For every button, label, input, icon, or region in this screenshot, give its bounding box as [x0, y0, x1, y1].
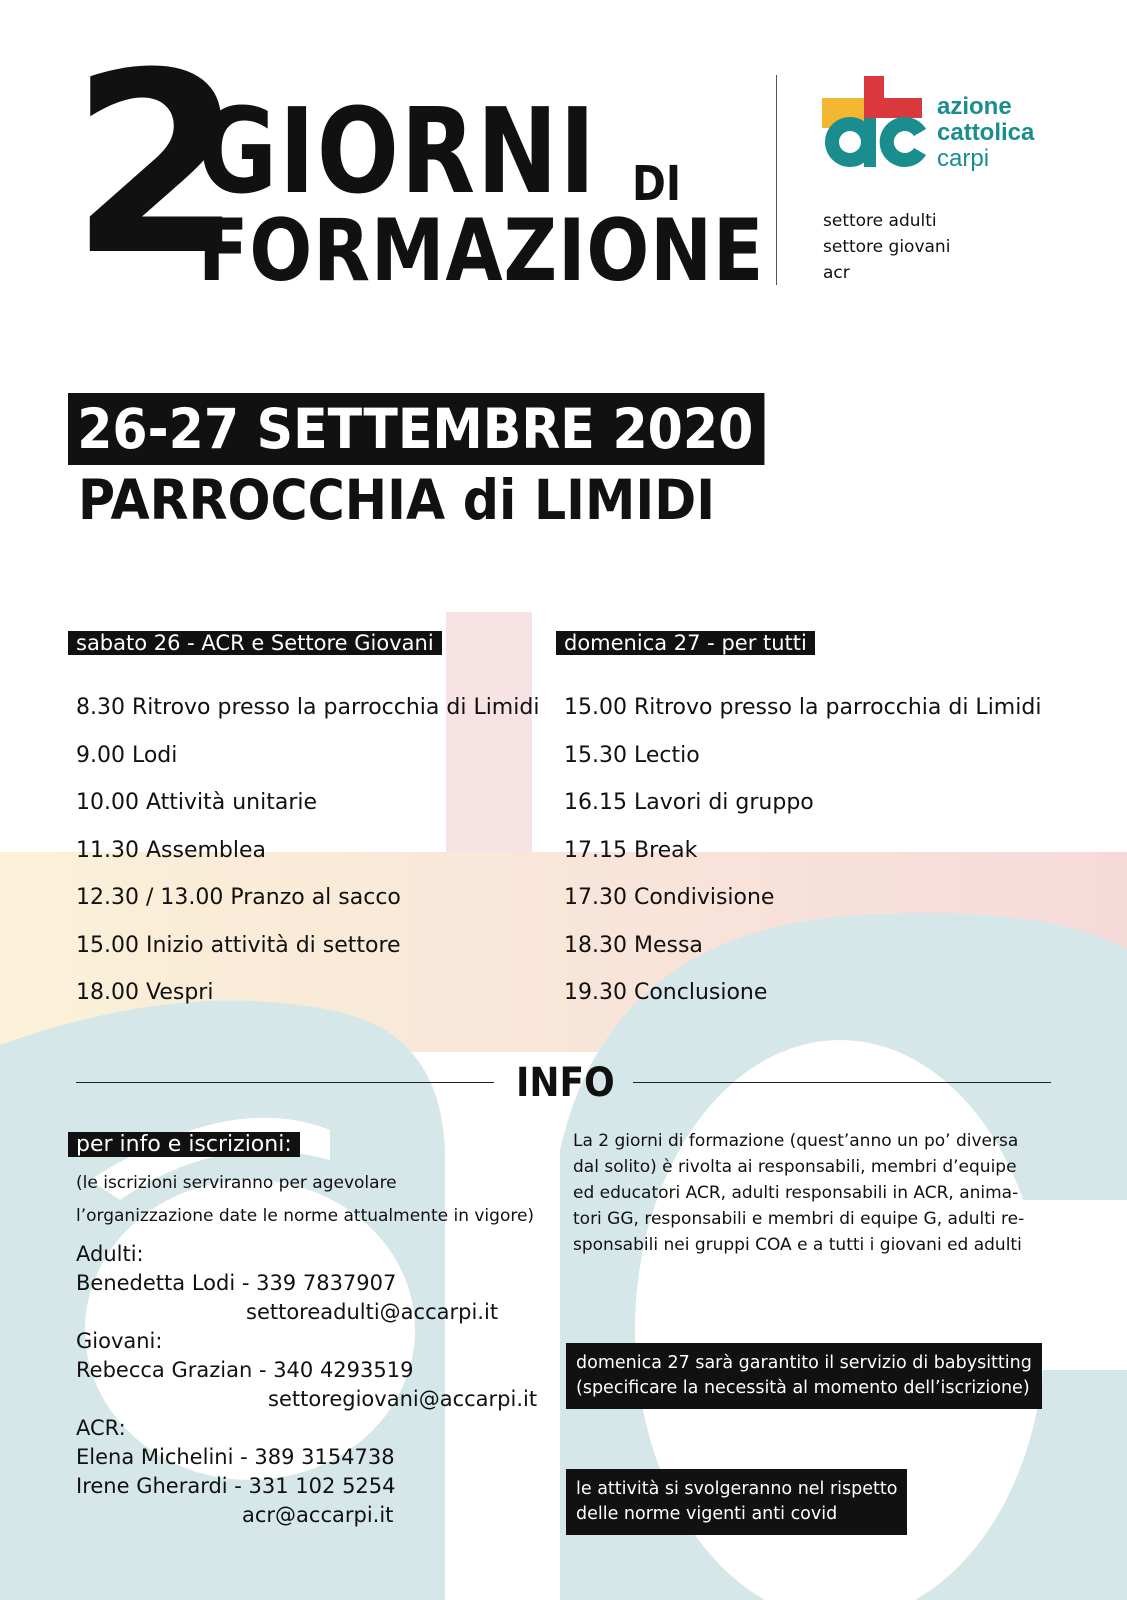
- event-place: PARROCCHIA di LIMIDI: [78, 468, 716, 532]
- schedule-item: 17.15 Break: [564, 837, 698, 863]
- logo-line-cattolica: cattolica: [937, 119, 1035, 146]
- schedule-item: 15.30 Lectio: [564, 742, 700, 768]
- schedule-item: 10.00 Attività unitarie: [76, 790, 318, 815]
- info-divider-right: [633, 1082, 1051, 1083]
- schedule-item: 17.30 Condivisione: [564, 885, 775, 910]
- sectors-list: [823, 208, 950, 286]
- saturday-header: [68, 627, 442, 659]
- covid-notice: [566, 1469, 907, 1535]
- description-line: sponsabili nei gruppi COA e a tutti i giovani ed adulti: [573, 1235, 1022, 1255]
- schedule-item: 15.00 Inizio attività di settore: [76, 932, 401, 958]
- babysitting-notice: [566, 1343, 1042, 1409]
- adulti-email-link[interactable]: settoreadulti@accarpi.it: [246, 1300, 499, 1324]
- sector-item: acr: [823, 263, 850, 283]
- sunday-header: [556, 627, 815, 659]
- notice-line: (specificare la necessità al momento dell’iscrizione): [576, 1378, 1030, 1398]
- note-line: (le iscrizioni serviranno per agevolare: [76, 1173, 397, 1193]
- info-divider-left: [76, 1082, 494, 1083]
- iscrizioni-note: [76, 1167, 534, 1233]
- giovani-contact: Rebecca Grazian - 340 4293519: [76, 1358, 414, 1382]
- schedule-item: 18.30 Messa: [564, 932, 703, 958]
- logo-line-azione: azione: [937, 93, 1012, 120]
- schedule-item: 11.30 Assemblea: [76, 837, 267, 863]
- contacts-block: [76, 1240, 537, 1530]
- logo-line-carpi: carpi: [937, 145, 990, 172]
- adulti-contact: Benedetta Lodi - 339 7837907: [76, 1271, 397, 1295]
- sunday-title: domenica 27 - per tutti: [556, 631, 815, 655]
- iscrizioni-header: [68, 1128, 300, 1162]
- schedule-item: 8.30 Ritrovo presso la parrocchia di Limidi: [76, 695, 540, 720]
- description-line: dal solito) è rivolta ai responsabili, membri d’equipe: [573, 1157, 1017, 1177]
- title-di: DI: [632, 156, 682, 212]
- description-line: tori GG, responsabili e membri di equipe G, adulti re-: [573, 1209, 1025, 1229]
- adulti-label: Adulti:: [76, 1242, 144, 1266]
- schedule-item: 16.15 Lavori di gruppo: [564, 790, 814, 815]
- acr-contact: Irene Gherardi - 331 102 5254: [76, 1474, 396, 1498]
- schedule-item: 18.00 Vespri: [76, 980, 214, 1005]
- title-number: 2: [70, 19, 236, 310]
- note-line: l’organizzazione date le norme attualmente in vigore): [76, 1206, 535, 1226]
- acr-label: ACR:: [76, 1416, 126, 1440]
- info-title: INFO: [516, 1060, 615, 1106]
- saturday-title: sabato 26 - ACR e Settore Giovani: [68, 631, 442, 655]
- title-giorni: GIORNI: [198, 82, 598, 220]
- title-formazione: FORMAZIONE: [198, 201, 765, 301]
- schedule-item: 19.30 Conclusione: [564, 980, 768, 1005]
- notice-line: le attività si svolgeranno nel rispetto: [576, 1479, 898, 1499]
- giovani-email-link[interactable]: settoregiovani@accarpi.it: [268, 1387, 538, 1411]
- sector-item: settore giovani: [823, 237, 951, 257]
- notice-line: delle norme vigenti anti covid: [576, 1504, 838, 1524]
- logo-wordmark: [937, 94, 1034, 172]
- acr-contact: Elena Michelini - 389 3154738: [76, 1445, 395, 1469]
- description-line: ed educatori ACR, adulti responsabili in ACR, anima-: [573, 1183, 1019, 1203]
- saturday-schedule: [76, 684, 539, 1017]
- azione-cattolica-logo-icon: [822, 74, 932, 174]
- schedule-item: 15.00 Ritrovo presso la parrocchia di Limidi: [564, 695, 1042, 720]
- schedule-item: 12.30 / 13.00 Pranzo al sacco: [76, 885, 401, 910]
- header-divider: [776, 75, 777, 285]
- iscrizioni-label: per info e iscrizioni:: [68, 1132, 300, 1157]
- acr-email-link[interactable]: acr@accarpi.it: [242, 1503, 394, 1527]
- event-date: 26-27 SETTEMBRE 2020: [68, 393, 764, 465]
- schedule-item: 9.00 Lodi: [76, 742, 178, 768]
- description-line: La 2 giorni di formazione (quest’anno un po’ diversa: [573, 1131, 1019, 1151]
- description-paragraph: [573, 1128, 1053, 1258]
- notice-line: domenica 27 sarà garantito il servizio di babysitting: [576, 1353, 1032, 1373]
- sector-item: settore adulti: [823, 211, 937, 231]
- sunday-schedule: [564, 684, 1041, 1017]
- giovani-label: Giovani:: [76, 1329, 163, 1353]
